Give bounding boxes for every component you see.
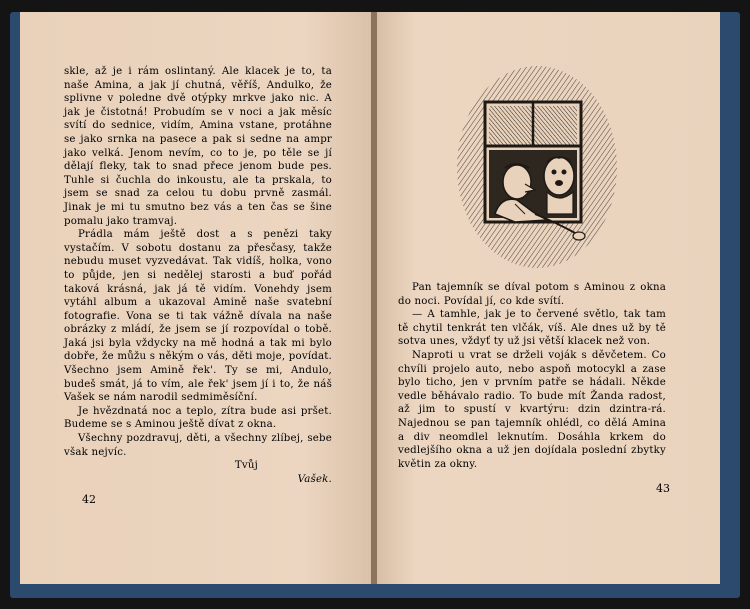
paragraph: — A tamhle, jak je to červené světlo, tak tam tě chytil tenkrát ten vlčák, víš. Ale dnes už by tě sotva unes, vždyť ty už jsi větší klacek než von.	[398, 309, 666, 348]
paragraph: skle, až je i rám oslintaný. Ale klacek je to, ta naše Amina, a jak jí chutná, věříš, Andulko, že splivne v poledne dvě otýpky mrkve jako nic. A jak je čistotná! Probudím se v noci a jak měsíc svítí do sednice, vidím, Amina vstane, protáhne se jako srnka na pasece a pak si sedne na ampr jako velká. Jenom nevím, co to je, po těle se jí dělají fleky, tak to snad přece jenom bude pes. Tuhle si čuchla do inkoustu, ale ta prskala, to jsem se snad za celou tu dobu prvně zasmál. Jinak je mi tu smutno bez vás a ten čas se šine pomalu jako tramvaj.	[64, 66, 332, 227]
letter-closing: Tvůj	[234, 460, 258, 472]
paragraph: Je hvězdnatá noc a teplo, zítra bude asi pršet. Budeme se s Aminou ještě dívat z okna.	[64, 405, 332, 431]
man-with-dog-at-window-illustration	[455, 64, 619, 270]
book-gutter	[371, 12, 377, 584]
left-page-text	[64, 65, 332, 486]
page-number-right: 43	[656, 482, 670, 495]
paragraph: Naproti u vrat se drželi voják s děvčetem. Co chvíli projelo auto, nebo aspoň motocykl a zase bylo ticho, jen v prvním patře se hádali. Někde vedle běhávalo radio. To bude mít Žanda radost, až jim to spustí v kvartýru: dzin dzintra-rá. Najednou se pan tajemník ohlédl, co dělá Amina a div neomdlel leknutím. Dosáhla krkem do vedlejšího okna a už jen dojídala poslední zbytky květin za okny.	[398, 349, 666, 470]
page-number-left: 42	[82, 493, 96, 506]
paragraph: Pan tajemník se díval potom s Aminou z okna do noci. Povídal jí, co kde svítí.	[398, 282, 666, 307]
letter-signature: Vašek.	[297, 473, 332, 485]
paragraph: Prádla mám ještě dost a s penězi taky vystačím. V sobotu dostanu za přesčasy, takže nebudu muset vyzvedávat. Tak vidíš, holka, vono to půjde, jen si nedělej starosti a buď pořád taková krásná, jak já tě vidím. Vonehdy jsem vytáhl album a ukazoval Amině naše svatební fotografie. Vona se ti tak vážně dívala na naše obrázky z mládí, že jsem se jí rozpovídal o tobě. Jaká jsi byla vždycky na mě hodná a tak mi bylo dobře, že můžu s někým o vás, děti moje, povídat. Všechno jsem Amině řek'. Ty se mi, Andulo, budeš smát, já to vím, ale řek' jsem jí i to, že náš Vašek se nám narodil sedmiměsíční.	[64, 229, 332, 404]
right-page-text	[398, 281, 666, 471]
paragraph: Všechny pozdravuj, děti, a všechny zlíbej, sebe však nejvíc.	[64, 433, 332, 458]
